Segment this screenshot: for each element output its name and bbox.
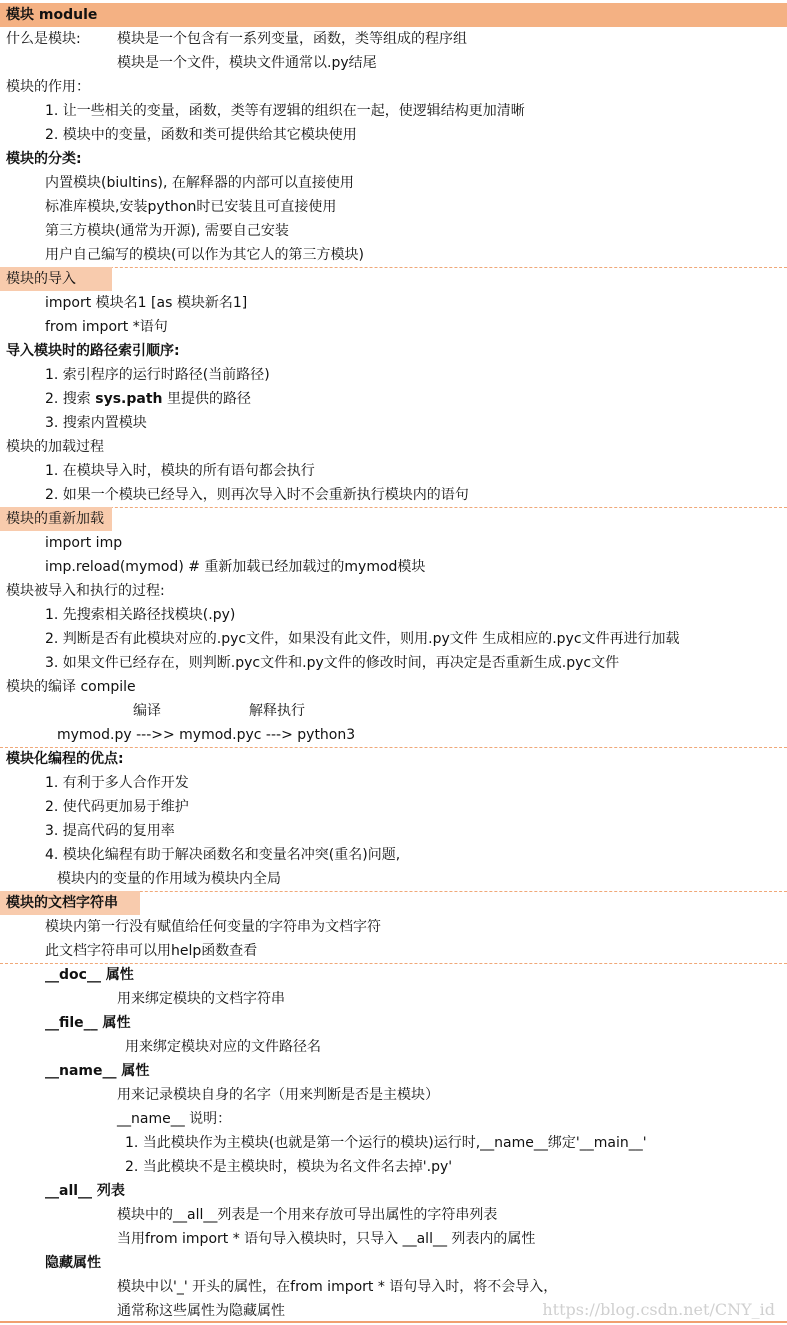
advantage-item-4-cont: 模块内的变量的作用域为模块内全局: [57, 871, 281, 887]
docstring-line-1: 模块内第一行没有赋值给任何变量的字符串为文档字符: [45, 919, 381, 935]
name-attr-desc: 用来记录模块自身的名字（用来判断是否是主模块）: [117, 1087, 439, 1103]
path-item-2-post: 里提供的路径: [162, 391, 251, 407]
compile-label: 模块的编译 compile: [6, 679, 136, 695]
file-attr-desc: 用来绑定模块对应的文件路径名: [125, 1039, 321, 1055]
section-divider: [0, 507, 787, 508]
role-label: 模块的作用：: [6, 79, 90, 95]
interpret-word: 解释执行: [249, 703, 305, 719]
path-item-1: 1. 索引程序的运行时路径(当前路径): [45, 367, 270, 383]
category-label: 模块的分类:: [6, 151, 82, 167]
reload-heading: 模块的重新加载: [0, 507, 112, 531]
compile-word: 编译: [133, 703, 161, 719]
section-divider: [0, 267, 787, 268]
name-attr-note: __name__ 说明：: [117, 1111, 232, 1127]
docstring-line-2: 此文档字符串可以用help函数查看: [45, 943, 258, 959]
category-item-4: 用户自己编写的模块(可以作为其它人的第三方模块): [45, 247, 364, 263]
reload-code-2: imp.reload(mymod) # 重新加载已经加载过的mymod模块: [45, 559, 426, 575]
path-item-2: [45, 387, 251, 411]
hidden-attr-line-2: 通常称这些属性为隐藏属性: [117, 1303, 285, 1319]
process-label: 模块被导入和执行的过程:: [6, 583, 165, 599]
compile-flow: mymod.py --->> mymod.pyc ---> python3: [57, 727, 356, 743]
bottom-rule: [0, 1321, 787, 1323]
import-line-1: import 模块名1 [as 模块新名1]: [45, 295, 248, 311]
import-line-2: from import *语句: [45, 319, 168, 335]
category-item-1: 内置模块(biultins), 在解释器的内部可以直接使用: [45, 175, 354, 191]
what-label: 什么是模块:: [6, 31, 81, 47]
load-item-1: 1. 在模块导入时，模块的所有语句都会执行: [45, 463, 315, 479]
load-label: 模块的加载过程: [6, 439, 104, 455]
what-line-2: 模块是一个文件，模块文件通常以.py结尾: [117, 55, 377, 71]
all-list-label: __all__ 列表: [45, 1183, 125, 1199]
category-item-3: 第三方模块(通常为开源), 需要自己安装: [45, 223, 289, 239]
doc-attr-label: __doc__ 属性: [45, 967, 134, 983]
import-heading: 模块的导入: [0, 267, 112, 291]
name-attr-item-2: 2. 当此模块不是主模块时，模块为名文件名去掉'.py': [125, 1159, 453, 1175]
hidden-attr-label: 隐藏属性: [45, 1255, 101, 1271]
advantages-heading: 模块化编程的优点:: [6, 751, 124, 767]
name-attr-label: __name__ 属性: [45, 1063, 150, 1079]
role-item-1: 1. 让一些相关的变量，函数，类等有逻辑的组织在一起，使逻辑结构更加清晰: [45, 103, 525, 119]
process-item-3: 3. 如果文件已经存在，则判断.pyc文件和.py文件的修改时间，再决定是否重新生成.pyc文件: [45, 655, 620, 671]
page-title: 模块 module: [0, 3, 787, 27]
reload-code-1: import imp: [45, 535, 123, 551]
file-attr-label: __file__ 属性: [45, 1015, 131, 1031]
process-item-1: 1. 先搜索相关路径找模块(.py): [45, 607, 236, 623]
load-item-2: 2. 如果一个模块已经导入，则再次导入时不会重新执行模块内的语句: [45, 487, 469, 503]
path-item-3: 3. 搜索内置模块: [45, 415, 147, 431]
role-item-2: 2. 模块中的变量，函数和类可提供给其它模块使用: [45, 127, 357, 143]
advantage-item-1: 1. 有利于多人合作开发: [45, 775, 189, 791]
advantage-item-2: 2. 使代码更加易于维护: [45, 799, 189, 815]
path-item-2-pre: 2. 搜索: [45, 391, 96, 407]
all-list-line-2: 当用from import * 语句导入模块时，只导入 __all__ 列表内的属性: [117, 1231, 536, 1247]
all-list-line-1: 模块中的__all__列表是一个用来存放可导出属性的字符串列表: [117, 1207, 498, 1223]
what-line-1: 模块是一个包含有一系列变量，函数，类等组成的程序组: [117, 31, 467, 47]
watermark: https://blog.csdn.net/CNY_id: [542, 1300, 775, 1319]
advantage-item-4: 4. 模块化编程有助于解决函数名和变量名冲突(重名)问题,: [45, 847, 401, 863]
name-attr-item-1: 1. 当此模块作为主模块(也就是第一个运行的模块)运行时,__name__绑定'__main__': [125, 1135, 647, 1151]
hidden-attr-line-1: 模块中以'_' 开头的属性，在from import * 语句导入时，将不会导入，: [117, 1279, 558, 1295]
sys-path-term: sys.path: [95, 391, 163, 407]
advantage-item-3: 3. 提高代码的复用率: [45, 823, 175, 839]
path-order-label: 导入模块时的路径索引顺序:: [6, 343, 180, 359]
category-item-2: 标准库模块,安装python时已安装且可直接使用: [45, 199, 337, 215]
process-item-2: 2. 判断是否有此模块对应的.pyc文件，如果没有此文件，则用.py文件 生成相应的.pyc文件再进行加载: [45, 631, 680, 647]
doc-attr-desc: 用来绑定模块的文档字符串: [117, 991, 285, 1007]
docstring-heading: 模块的文档字符串: [0, 891, 140, 915]
